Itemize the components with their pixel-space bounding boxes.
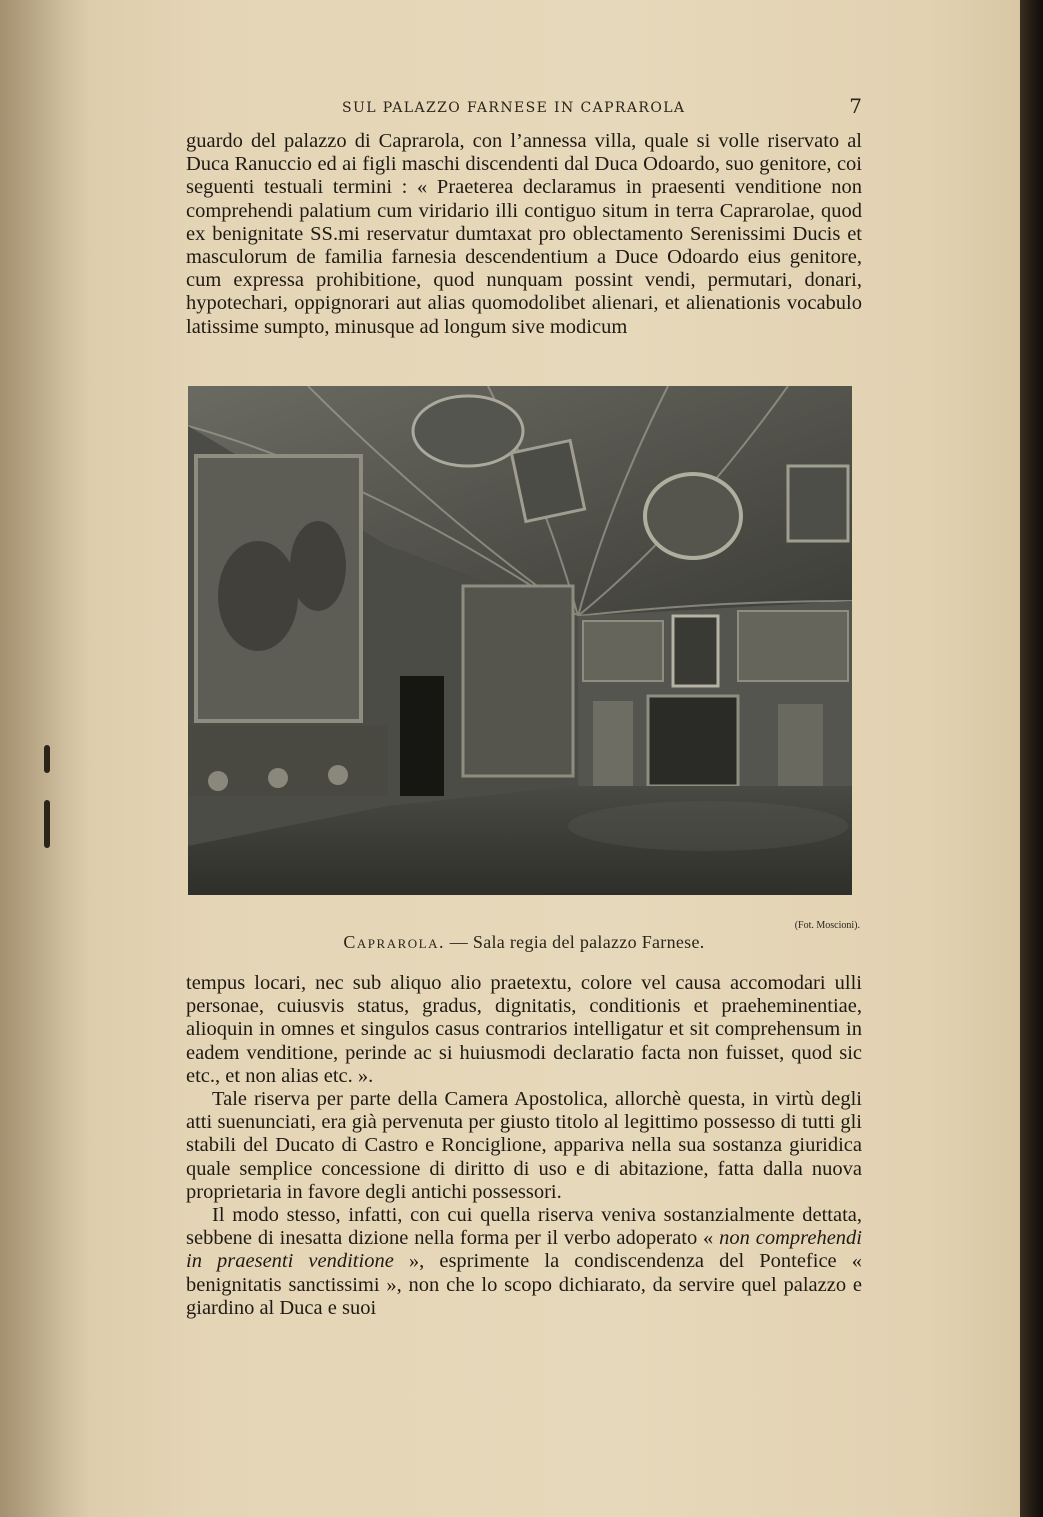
paragraph [186,1204,862,1320]
paragraph-text: Il modo stesso, infatti, con cui quella riserva veniva sostanzialmente dettata, sebbene di inesatta dizione nella forma per il verbo adoperato « [186,1204,862,1250]
paragraph: guardo del palazzo di Caprarola, con l’annessa villa, quale si volle riservato al Duca Ranuccio ed ai figli maschi discendenti dal Duca Odoardo, suo genitore, coi seguenti testuali termini : « Praeterea declaramus in praesenti venditione non comprehendi palatium cum viridario illi contiguo situm in terra Caprarolae, quod ex benignitate SS.mi reservatur dumtaxat pro oblectamento Serenissimi Ducis et masculorum de familia farnesia descendentium a Duce Odoardo eius genitore, cum expressa prohibitione, quod nunquam possint vendi, permutari, donari, hypotechari, oppignorari aut alias quomodolibet alienari, et alienationis vocabulo latissime sumpto, minusque ad longum sive modicum [186,130,862,338]
caption-text: — Sala regia del palazzo Farnese. [444,932,705,952]
body-text-bottom [186,972,862,1320]
body-text-top [186,130,862,339]
italic-quote: non comprehendi in praesenti venditione [186,1227,862,1273]
page-number: 7 [849,94,862,118]
paragraph: Tale riserva per parte della Camera Apostolica, allorchè questa, in virtù degli atti suenunciati, era già pervenuta per giusto titolo al legittimo possesso di tutti gli stabili del Ducato di Castro e Ronciglione, appariva nella sua sostanza giuridica quale semplice concessione di diritto di uso e di abitazione, fatta dalla nuova proprietaria in favore degli antichi possessori. [186,1088,862,1203]
binding-stitch [44,800,50,848]
running-header [186,94,862,122]
caption-place: Caprarola. [343,932,445,952]
photo-sala-regia [188,386,852,895]
paragraph: tempus locari, nec sub aliquo alio praetextu, colore vel causa accomodari ulli personae, cuiusvis status, gradus, dignitatis, conditionis et praeheminentiae, alioquin in omnes et singulos casus contrarios intelligatur et sit comprehensum in eadem venditione, perinde ac si huiusmodi declaratio facta non fuisset, quod sic etc., et non alias etc. ». [186,972,862,1087]
page-edge [1020,0,1043,1517]
binding-stitch [44,745,50,773]
paragraph-text: », esprimente la condiscendenza del Pontefice « benignitatis sanctissimi », non che lo scopo dichiarato, da servire quel palazzo e giardino al Duca e suoi [186,1250,862,1319]
running-title: SUL PALAZZO FARNESE IN CAPRAROLA [342,100,686,116]
figure-caption [186,932,862,953]
photo-credit: (Fot. Moscioni). [794,920,860,931]
